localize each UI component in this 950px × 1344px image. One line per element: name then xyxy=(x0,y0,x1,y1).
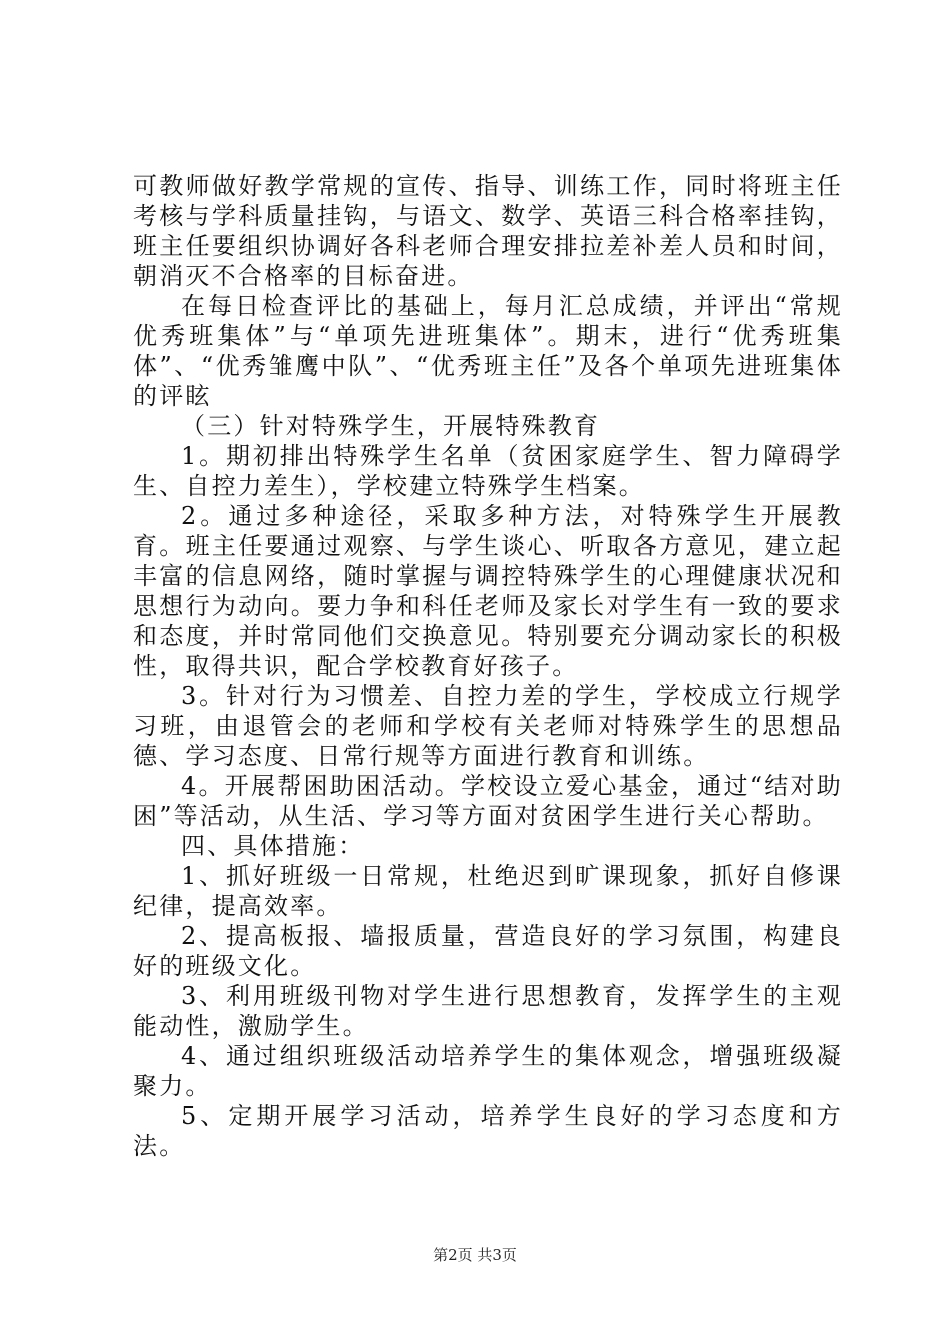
page-footer: 第2页 共3页 xyxy=(433,1246,517,1264)
measure-item-5: 5、定期开展学习活动，培养学生良好的学习态度和方法。 xyxy=(133,1102,843,1160)
paragraph-1: 可教师做好教学常规的宣传、指导、训练工作，同时将班主任考核与学科质量挂钩，与语文、数学、英语三科合格率挂钩，班主任要组织协调好各科老师合理安排拉差补差人员和时间，朝消灭不合格率的目标奋进。 xyxy=(133,172,843,290)
measure-item-3: 3、利用班级刊物对学生进行思想教育，发挥学生的主观能动性，激励学生。 xyxy=(133,982,843,1040)
paragraph-2: 在每日检查评比的基础上，每月汇总成绩，并评出“常规优秀班集体”与“单项先进班集体”。期末，进行“优秀班集体”、“优秀雏鹰中队”、“优秀班主任”及各个单项先进班集体的评眩 xyxy=(133,292,843,410)
document-body xyxy=(133,171,843,1161)
measure-item-2: 2、提高板报、墙报质量，营造良好的学习氛围，构建良好的班级文化。 xyxy=(133,922,843,980)
section-heading-measures: 四、具体措施： xyxy=(181,832,365,860)
measure-item-1: 1、抓好班级一日常规，杜绝迟到旷课现象，抓好自修课纪律，提高效率。 xyxy=(133,862,843,920)
paragraph-item-4: 4。开展帮困助困活动。学校设立爱心基金，通过“结对助困”等活动，从生活、学习等方面对贫困学生进行关心帮助。 xyxy=(133,772,843,830)
paragraph-item-3: 3。针对行为习惯差、自控力差的学生，学校成立行规学习班，由退管会的老师和学校有关老师对特殊学生的思想品德、学习态度、日常行规等方面进行教育和训练。 xyxy=(133,682,843,770)
measure-item-4: 4、通过组织班级活动培养学生的集体观念，增强班级凝聚力。 xyxy=(133,1042,843,1100)
paragraph-item-2: 2。通过多种途径，采取多种方法，对特殊学生开展教育。班主任要通过观察、与学生谈心、听取各方意见，建立起丰富的信息网络，随时掌握与调控特殊学生的心理健康状况和思想行为动向。要力争和科任老师及家长对学生有一致的要求和态度，并时常同他们交换意见。特别要充分调动家长的积极性，取得共识，配合学校教育好孩子。 xyxy=(133,502,843,680)
paragraph-item-1: 1。期初排出特殊学生名单（贫困家庭学生、智力障碍学生、自控力差生），学校建立特殊学生档案。 xyxy=(133,442,843,500)
section-heading-special-education: （三）针对特殊学生，开展特殊教育 xyxy=(181,412,601,440)
